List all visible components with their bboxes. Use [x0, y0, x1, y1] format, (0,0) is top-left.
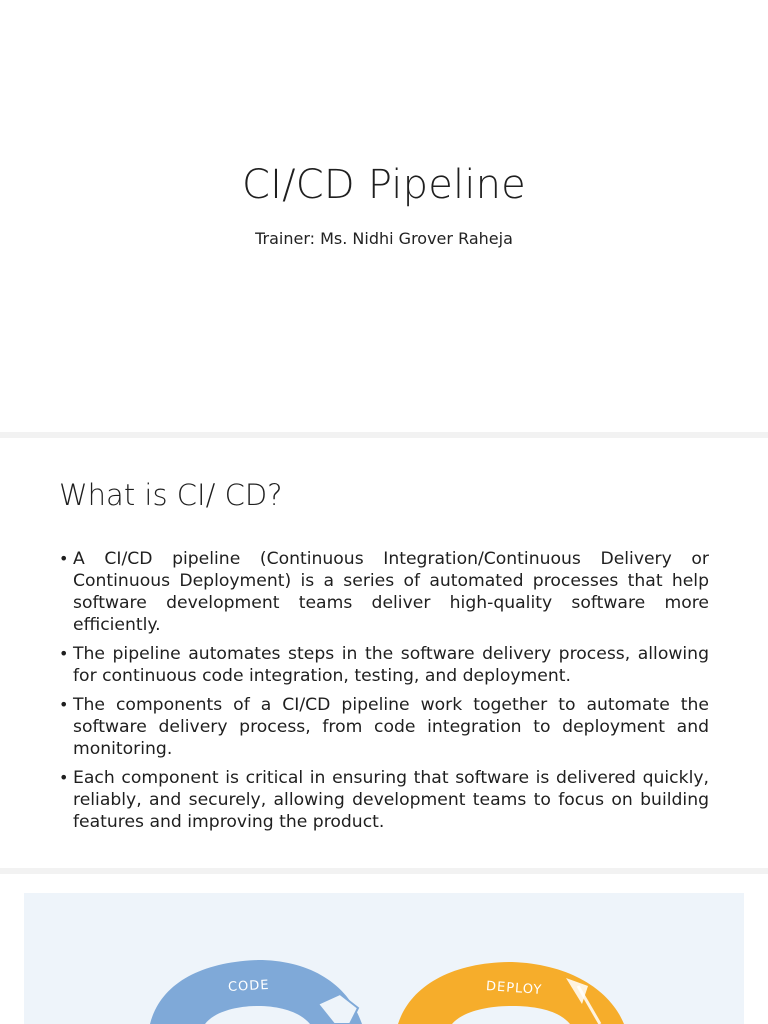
diagram-slide	[0, 874, 768, 1024]
slide-title: CI/CD Pipeline	[242, 162, 526, 208]
deploy-label: DEPLOY	[485, 979, 543, 998]
bullet-item: • Each component is critical in ensuring that software is delivered quickly, reliably, and securely, allowing development teams to focus on building features and improving the product.	[59, 767, 709, 833]
bullet-item: • The components of a CI/CD pipeline work together to automate the software delivery process, from code integration to deployment and monitoring.	[59, 694, 709, 760]
content-slide	[0, 438, 768, 868]
content-heading: What is CI/ CD?	[59, 478, 283, 512]
bullet-list	[59, 548, 709, 840]
slide-subtitle: Trainer: Ms. Nidhi Grover Raheja	[255, 229, 513, 248]
title-slide	[0, 0, 768, 432]
bullet-item: • A CI/CD pipeline (Continuous Integration/Continuous Delivery or Continuous Deployment) is a series of automated processes that help software development teams deliver high-quality software more efficiently.	[59, 548, 709, 636]
cicd-loop-diagram	[0, 874, 768, 1024]
code-label: CODE	[227, 977, 270, 996]
bullet-item: • The pipeline automates steps in the software delivery process, allowing for continuous code integration, testing, and deployment.	[59, 643, 709, 687]
